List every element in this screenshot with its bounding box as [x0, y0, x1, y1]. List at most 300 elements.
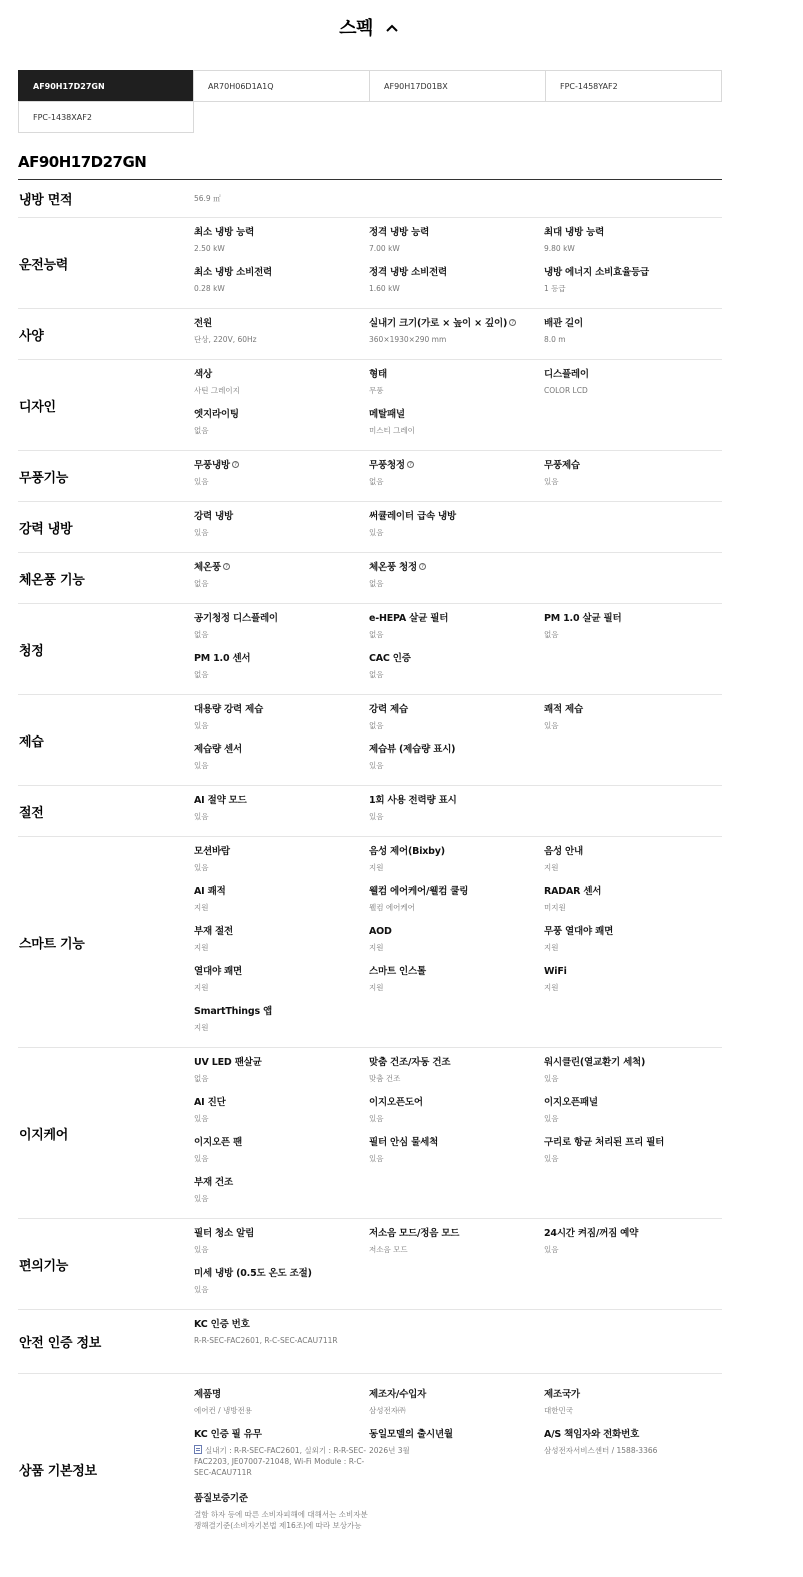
spec-value: [194, 862, 369, 873]
spec-value: [194, 1405, 369, 1416]
spec-row: [18, 360, 722, 451]
spec-label-text: WiFi: [544, 965, 567, 977]
spec-item: [544, 1056, 719, 1096]
spec-label: [194, 743, 369, 757]
tab-model-3[interactable]: AF90H17D01BX: [369, 70, 546, 102]
spec-label-text: 웰컴 에어케어/웰컴 쿨링: [369, 885, 469, 897]
help-icon[interactable]: ?: [232, 461, 239, 468]
spec-item: [369, 1428, 544, 1492]
spec-label: [369, 1136, 544, 1150]
spec-item: [544, 226, 719, 266]
spec-category: 이지케어: [19, 1127, 69, 1143]
spec-label-text: e-HEPA 살균 필터: [369, 612, 449, 624]
spec-label-text: PM 1.0 살균 필터: [544, 612, 622, 624]
spec-value: [369, 720, 544, 731]
spec-item: [544, 1428, 719, 1492]
tab-model-5[interactable]: FPC-1438XAF2: [18, 101, 194, 133]
spec-item: [369, 561, 544, 601]
spec-items: [194, 784, 722, 839]
spec-label-text: 제습뷰 (제습량 표시): [369, 743, 456, 755]
spec-value: [544, 1153, 719, 1164]
spec-item: [194, 925, 369, 965]
spec-item: [194, 459, 369, 499]
spec-label-text: 정격 냉방 소비전력: [369, 266, 448, 278]
spec-label: [544, 1388, 719, 1402]
spec-label: [194, 925, 369, 939]
spec-label: [369, 612, 544, 626]
spec-value-text: 없음: [369, 669, 384, 679]
spec-value-text: 있음: [194, 720, 209, 730]
spec-label-text: 무풍청정: [369, 459, 405, 471]
spec-value-text: 지원: [194, 982, 209, 992]
spec-label-text: 무풍 열대야 쾌면: [544, 925, 614, 937]
spec-label-text: 제습량 센서: [194, 743, 242, 755]
spec-value: [369, 1113, 544, 1124]
spec-row: [18, 1374, 722, 1564]
spec-value: [194, 760, 369, 771]
spec-category: 강력 냉방: [19, 521, 73, 537]
spec-value: [194, 1284, 369, 1295]
spec-value: [369, 811, 544, 822]
spec-value: [369, 243, 544, 254]
spec-label: [194, 408, 369, 422]
spec-value: [369, 942, 544, 953]
spec-header[interactable]: [0, 14, 737, 44]
spec-item: [194, 1227, 369, 1267]
spec-value-text: 미스티 그레이: [369, 425, 415, 435]
spec-row: [18, 1048, 722, 1219]
spec-label: [369, 408, 544, 422]
spec-item: [544, 266, 719, 306]
spec-label: [369, 1428, 544, 1442]
tab-model-4[interactable]: FPC-1458YAF2: [545, 70, 722, 102]
spec-label-text: KC 인증 필 유무: [194, 1428, 262, 1440]
spec-label: [369, 794, 544, 808]
spec-item: [369, 317, 544, 357]
spec-label: [194, 1492, 369, 1506]
spec-items: [194, 216, 722, 311]
spec-value-text: 있음: [369, 811, 384, 821]
spec-label: [544, 965, 719, 979]
spec-value-text: 지원: [194, 1022, 209, 1032]
spec-label-text: 강력 냉방: [194, 510, 234, 522]
spec-value: [369, 1445, 544, 1456]
spec-item: [544, 845, 719, 885]
spec-value: [369, 283, 544, 294]
spec-value-text: 있음: [369, 1113, 384, 1123]
spec-label-text: 쾌적 제습: [544, 703, 584, 715]
spec-value: [369, 669, 544, 680]
spec-label: [194, 1267, 369, 1281]
spec-label: [544, 885, 719, 899]
spec-value-text: 맞춤 건조: [369, 1073, 401, 1083]
spec-value: [194, 243, 369, 254]
spec-label: [369, 652, 544, 666]
help-icon[interactable]: ?: [509, 319, 516, 326]
spec-label: [544, 1136, 719, 1150]
spec-value: [544, 942, 719, 953]
spec-value-text: 무풍: [369, 385, 384, 395]
spec-value-text: 사틴 그레이지: [194, 385, 240, 395]
spec-label-text: 부재 절전: [194, 925, 234, 937]
spec-item: [194, 1267, 369, 1307]
spec-value: [194, 1244, 369, 1255]
tab-model-1[interactable]: AF90H17D27GN: [18, 70, 194, 102]
spec-row: [18, 604, 722, 695]
spec-items: [194, 1217, 722, 1312]
spec-value: [194, 1445, 369, 1478]
spec-item: [194, 612, 369, 652]
spec-value-text: 9.80 kW: [544, 243, 575, 253]
spec-value: [369, 385, 544, 396]
spec-value: [194, 811, 369, 822]
spec-row: [18, 309, 722, 360]
spec-label: [544, 1056, 719, 1070]
spec-label: [544, 612, 719, 626]
spec-label-text: AI 진단: [194, 1096, 226, 1108]
spec-label: [369, 1096, 544, 1110]
spec-value-text: 1 등급: [544, 283, 566, 293]
spec-item: [369, 1096, 544, 1136]
spec-item: [369, 845, 544, 885]
spec-item: [544, 1096, 719, 1136]
spec-value-text: 360×1930×290 mm: [369, 334, 447, 344]
spec-category: 무풍기능: [19, 470, 69, 486]
spec-item: [544, 1388, 719, 1428]
spec-value: [194, 1335, 369, 1346]
spec-value: [194, 193, 369, 204]
spec-value: [369, 1405, 544, 1416]
spec-label: [369, 845, 544, 859]
spec-value-text: 7.00 kW: [369, 243, 400, 253]
spec-label-text: 대용량 강력 제습: [194, 703, 264, 715]
spec-item: [369, 612, 544, 652]
spec-label: [194, 1318, 369, 1332]
spec-label-text: 최대 냉방 능력: [544, 226, 605, 238]
spec-label: [369, 368, 544, 382]
spec-item: [544, 317, 719, 357]
spec-value-text: 결함 하자 등에 따른 소비자피해에 대해서는 소비자분쟁해결기준(소비자기본법 제16조)에 따라 보상가능: [194, 1509, 368, 1530]
spec-value-text: 있음: [194, 811, 209, 821]
spec-label-text: 최소 냉방 소비전력: [194, 266, 273, 278]
spec-value: [369, 578, 544, 589]
spec-value: [194, 982, 369, 993]
spec-label-text: 정격 냉방 능력: [369, 226, 430, 238]
spec-label: [194, 845, 369, 859]
spec-label-text: 전원: [194, 317, 212, 329]
spec-value: [369, 425, 544, 436]
spec-label-text: 저소음 모드/정음 모드: [369, 1227, 460, 1239]
spec-label: [194, 612, 369, 626]
spec-value-text: 없음: [369, 720, 384, 730]
spec-value: [544, 1445, 719, 1456]
spec-row: [18, 180, 722, 218]
spec-category: 청정: [19, 643, 44, 659]
spec-item: [369, 408, 544, 448]
spec-value-text: 없음: [369, 476, 384, 486]
spec-category: 디자인: [19, 399, 56, 415]
spec-value-text: 지원: [544, 942, 559, 952]
tab-model-2[interactable]: AR70H06D1A1Q: [193, 70, 370, 102]
spec-item: [369, 266, 544, 306]
spec-label-text: 1회 사용 전력량 표시: [369, 794, 457, 806]
spec-category: 상품 기본정보: [19, 1463, 97, 1479]
spec-value-text: 2026년 3월: [369, 1445, 410, 1455]
spec-item: [369, 703, 544, 743]
spec-items: [194, 307, 722, 362]
spec-label: [194, 1096, 369, 1110]
spec-row: [18, 553, 722, 604]
spec-label: [369, 561, 544, 575]
spec-label: [544, 1227, 719, 1241]
spec-row: [18, 502, 722, 553]
spec-value: [194, 1153, 369, 1164]
spec-item: [544, 368, 719, 408]
spec-label-text: 부재 건조: [194, 1176, 234, 1188]
spec-value: [544, 629, 719, 640]
spec-label-text: 모션바람: [194, 845, 230, 857]
spec-value-text: 있음: [194, 527, 209, 537]
spec-value: [544, 1073, 719, 1084]
spec-value-text: 있음: [194, 1153, 209, 1163]
spec-value-text: 있음: [369, 527, 384, 537]
spec-value-text: 없음: [194, 669, 209, 679]
spec-label: [194, 1056, 369, 1070]
spec-item: [369, 885, 544, 925]
spec-label: [544, 703, 719, 717]
spec-item: [369, 743, 544, 783]
spec-item: [194, 965, 369, 1005]
spec-item: [194, 408, 369, 448]
spec-value-text: 있음: [369, 760, 384, 770]
spec-value: [194, 385, 369, 396]
spec-value-text: 삼성전자㈜: [369, 1405, 406, 1415]
model-title: AF90H17D27GN: [18, 153, 147, 171]
spec-value: [369, 982, 544, 993]
spec-value: [194, 942, 369, 953]
spec-label: [194, 885, 369, 899]
spec-label-text: 써큘레이터 급속 냉방: [369, 510, 457, 522]
spec-value: [544, 385, 719, 396]
help-icon[interactable]: ?: [223, 563, 230, 570]
spec-items: [194, 551, 722, 606]
spec-category: 제습: [19, 734, 44, 750]
spec-label-text: 제조국가: [544, 1388, 580, 1400]
spec-value-text: 에어컨 / 냉방전용: [194, 1405, 253, 1415]
spec-label-text: 24시간 켜짐/꺼짐 예약: [544, 1227, 639, 1239]
spec-item: [194, 1056, 369, 1096]
spec-category: 스마트 기능: [19, 936, 85, 952]
spec-label-text: 배관 길이: [544, 317, 584, 329]
spec-item: [194, 561, 369, 601]
spec-items: [194, 1308, 722, 1375]
spec-label-text: A/S 책임자와 전화번호: [544, 1428, 640, 1440]
spec-label-text: 색상: [194, 368, 212, 380]
spec-value-text: 단상, 220V, 60Hz: [194, 334, 257, 344]
spec-label-text: 음성 안내: [544, 845, 584, 857]
spec-value: [544, 476, 719, 487]
spec-label: [194, 1136, 369, 1150]
spec-label: [544, 1428, 719, 1442]
spec-label: [544, 317, 719, 331]
spec-value-text: 있음: [194, 1244, 209, 1254]
spec-item: [194, 266, 369, 306]
spec-value-text: COLOR LCD: [544, 385, 588, 395]
chevron-up-icon[interactable]: [386, 17, 398, 36]
spec-value: [194, 902, 369, 913]
spec-label-text: 제조자/수입자: [369, 1388, 427, 1400]
spec-value-text: 있음: [369, 1153, 384, 1163]
spec-item: [369, 1227, 544, 1267]
spec-label-text: AOD: [369, 925, 392, 937]
spec-value: [544, 1113, 719, 1124]
spec-row: [18, 451, 722, 502]
spec-label: [194, 1428, 369, 1442]
spec-category: 체온풍 기능: [19, 572, 85, 588]
spec-value: [369, 476, 544, 487]
spec-row: [18, 1310, 722, 1374]
spec-value-text: 있음: [194, 862, 209, 872]
spec-item: [194, 743, 369, 783]
document-icon[interactable]: [194, 1445, 202, 1454]
spec-label-text: 이지오픈도어: [369, 1096, 423, 1108]
spec-item: [369, 794, 544, 834]
spec-value: [544, 982, 719, 993]
spec-value: [369, 1244, 544, 1255]
spec-item: [194, 1428, 369, 1492]
spec-item: [369, 1388, 544, 1428]
spec-items: [194, 193, 722, 204]
spec-label: [369, 885, 544, 899]
spec-items: [194, 693, 722, 788]
spec-label-text: 무풍제습: [544, 459, 580, 471]
spec-value: [194, 283, 369, 294]
spec-label-text: 실내기 크기(가로 × 높이 × 깊이): [369, 317, 508, 329]
spec-value-text: 없음: [369, 629, 384, 639]
spec-label: [369, 226, 544, 240]
spec-category: 냉방 면적: [19, 193, 73, 208]
spec-value: [194, 1022, 369, 1033]
spec-value-text: 미지원: [544, 902, 566, 912]
spec-label: [369, 1388, 544, 1402]
spec-value-text: 지원: [194, 942, 209, 952]
spec-item: [194, 1176, 369, 1216]
spec-value-text: 있음: [544, 1244, 559, 1254]
spec-value: [369, 1153, 544, 1164]
spec-item: [194, 1318, 369, 1370]
spec-item: [369, 510, 544, 550]
spec-row: [18, 1219, 722, 1310]
spec-row: [18, 695, 722, 786]
spec-label-text: 스마트 인스톨: [369, 965, 426, 977]
spec-value-text: 없음: [194, 425, 209, 435]
spec-label-text: 열대야 쾌면: [194, 965, 242, 977]
spec-value: [194, 1113, 369, 1124]
spec-value-text: 삼성전자서비스센터 / 1588-3366: [544, 1445, 658, 1455]
spec-item: [194, 1388, 369, 1428]
spec-items: [194, 835, 722, 1050]
spec-value: [544, 902, 719, 913]
spec-label: [369, 1227, 544, 1241]
spec-label-text: 품질보증기준: [194, 1492, 248, 1504]
spec-value-text: 지원: [369, 942, 384, 952]
spec-label: [369, 510, 544, 524]
spec-item: [544, 612, 719, 652]
spec-label-text: 무풍냉방: [194, 459, 230, 471]
spec-label-text: 메탈패널: [369, 408, 405, 420]
spec-item: [369, 368, 544, 408]
spec-item: [544, 925, 719, 965]
spec-item: [369, 226, 544, 266]
spec-value: [194, 578, 369, 589]
spec-category: 운전능력: [19, 257, 69, 273]
spec-value-text: R-R-SEC-FAC2601, R-C-SEC-ACAU711R: [194, 1336, 338, 1345]
spec-category: 사양: [19, 328, 44, 344]
spec-item: [369, 459, 544, 499]
spec-label-text: 공기청정 디스플레이: [194, 612, 278, 624]
spec-label: [194, 1005, 369, 1019]
spec-value-text: 없음: [369, 578, 384, 588]
spec-item: [194, 1005, 369, 1045]
spec-label-text: 강력 제습: [369, 703, 409, 715]
spec-label: [194, 703, 369, 717]
spec-label-text: 형태: [369, 368, 387, 380]
spec-item: [194, 703, 369, 743]
spec-label-text: CAC 인증: [369, 652, 411, 664]
spec-label-text: 미세 냉방 (0.5도 온도 조절): [194, 1267, 312, 1279]
spec-label: [194, 368, 369, 382]
spec-item: [194, 885, 369, 925]
spec-label-text: KC 인증 번호: [194, 1319, 250, 1330]
model-tabs: [18, 70, 722, 134]
help-icon[interactable]: ?: [407, 461, 414, 468]
spec-value: [369, 862, 544, 873]
spec-label-text: 이지오픈패널: [544, 1096, 598, 1108]
spec-row: [18, 218, 722, 309]
spec-value: [194, 669, 369, 680]
spec-items: [194, 1378, 722, 1561]
spec-label: [544, 226, 719, 240]
spec-label: [194, 794, 369, 808]
spec-value-text: 웰컴 에어케어: [369, 902, 415, 912]
spec-label-text: AI 쾌적: [194, 885, 226, 897]
spec-label: [194, 1227, 369, 1241]
spec-value: [194, 476, 369, 487]
help-icon[interactable]: ?: [419, 563, 426, 570]
spec-label-text: SmartThings 앱: [194, 1005, 272, 1017]
spec-value: [544, 720, 719, 731]
spec-label: [194, 1388, 369, 1402]
spec-category: 절전: [19, 805, 44, 821]
spec-label: [544, 845, 719, 859]
spec-value-text: 있음: [194, 1284, 209, 1294]
spec-value: [369, 902, 544, 913]
spec-items: [194, 602, 722, 697]
spec-item: [194, 794, 369, 834]
spec-value-text: 없음: [194, 1073, 209, 1083]
spec-value-text: 있음: [544, 1073, 559, 1083]
spec-label: [194, 561, 369, 575]
spec-label: [194, 317, 369, 331]
spec-items: [194, 500, 722, 555]
spec-value-text: 있음: [194, 476, 209, 486]
spec-label: [194, 1176, 369, 1190]
spec-label-text: PM 1.0 센서: [194, 652, 251, 664]
spec-label-text: 엣지라이팅: [194, 408, 239, 420]
spec-value: [544, 283, 719, 294]
spec-item: [369, 925, 544, 965]
spec-value: [194, 425, 369, 436]
